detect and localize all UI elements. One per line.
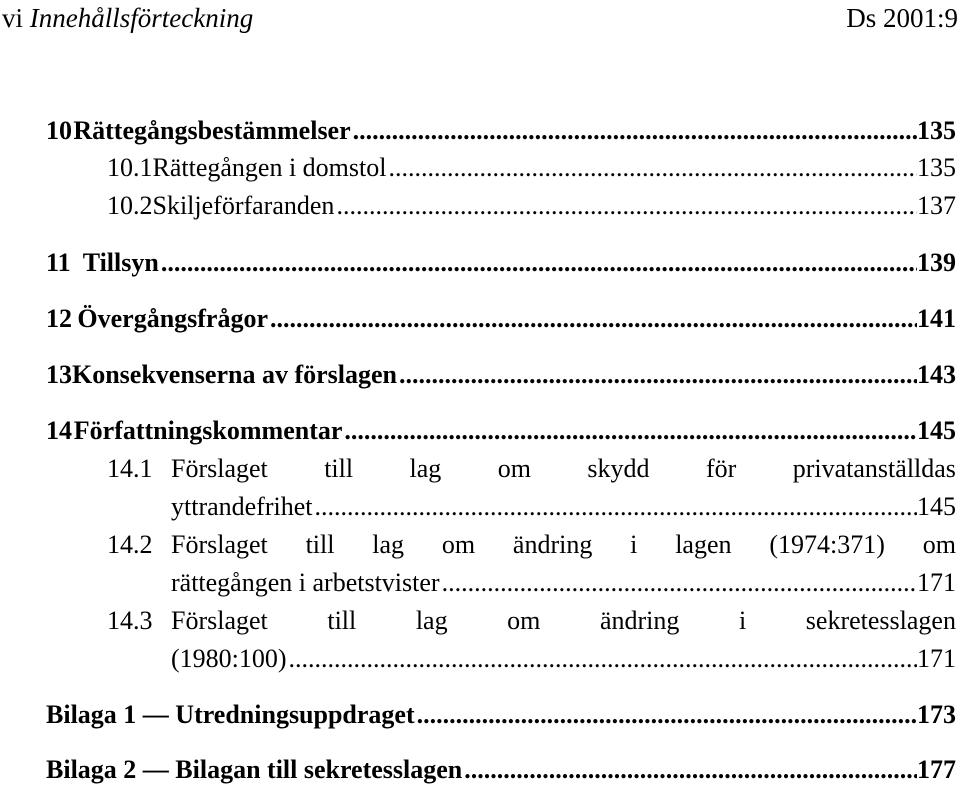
title-word: om bbox=[497, 454, 531, 483]
leader-dots bbox=[334, 188, 917, 224]
page-number-roman: vi bbox=[2, 3, 24, 33]
section-title-line bbox=[171, 527, 956, 563]
title-word: om bbox=[922, 530, 956, 559]
leader-dots bbox=[415, 697, 917, 733]
document-reference: Ds 2001:9 bbox=[846, 3, 958, 33]
leader-dots bbox=[386, 150, 917, 186]
toc-section-14-2[interactable] bbox=[107, 527, 956, 563]
title-word: lag bbox=[372, 530, 405, 559]
toc-chapter-14[interactable] bbox=[46, 413, 956, 449]
leader-dots bbox=[268, 301, 917, 337]
page-ref: 137 bbox=[917, 191, 956, 220]
leader-dots bbox=[313, 489, 918, 525]
leader-dots bbox=[287, 641, 917, 677]
title-word: Förslaget bbox=[171, 606, 268, 635]
header-title: Innehållsförteckning bbox=[29, 3, 254, 33]
title-word: lag bbox=[409, 454, 442, 483]
toc-chapter-11[interactable] bbox=[46, 245, 956, 281]
page-ref: 171 bbox=[917, 568, 956, 597]
chapter-title: Övergångsfrågor bbox=[77, 304, 269, 333]
title-word: Förslaget bbox=[171, 454, 268, 483]
title-word: ändring bbox=[512, 530, 593, 559]
chapter-number: 10 bbox=[46, 116, 72, 145]
title-word: (1974:371) bbox=[769, 530, 885, 559]
leader-dots bbox=[342, 413, 917, 449]
chapter-number: 12 bbox=[46, 304, 72, 333]
title-word: lagen bbox=[675, 530, 732, 559]
chapter-number: 13 bbox=[46, 360, 72, 389]
toc-section-14-3[interactable] bbox=[107, 603, 956, 639]
page-header bbox=[0, 0, 960, 40]
page-ref: 173 bbox=[917, 700, 956, 729]
toc-chapter-13[interactable] bbox=[46, 357, 956, 393]
page-ref: 143 bbox=[917, 360, 956, 389]
section-number: 10.1 bbox=[107, 153, 153, 182]
page-ref: 145 bbox=[917, 492, 956, 521]
leader-dots bbox=[351, 113, 917, 149]
section-number: 10.2 bbox=[107, 191, 153, 220]
toc-section-14-3-cont[interactable] bbox=[171, 641, 956, 677]
section-title-line bbox=[171, 603, 956, 639]
page-ref: 141 bbox=[917, 304, 956, 333]
section-title-cont: yttrandefrihet bbox=[171, 492, 313, 521]
section-number: 14.3 bbox=[107, 606, 153, 635]
page-ref: 145 bbox=[917, 416, 956, 445]
appendix-title: Bilaga 1 — Utredningsuppdraget bbox=[46, 700, 415, 729]
toc-section-14-2-cont[interactable] bbox=[171, 565, 956, 601]
title-word: till bbox=[305, 530, 335, 559]
header-left bbox=[2, 0, 253, 36]
title-word: om bbox=[507, 606, 541, 635]
chapter-title: Rättegångsbestämmelser bbox=[73, 116, 351, 145]
toc-bilaga-1[interactable] bbox=[46, 697, 956, 733]
toc-section-10-1[interactable] bbox=[107, 150, 956, 186]
toc-chapter-12[interactable] bbox=[46, 301, 956, 337]
section-title-line bbox=[171, 451, 956, 487]
toc-bilaga-2[interactable] bbox=[46, 752, 956, 788]
title-word: ändring bbox=[599, 606, 680, 635]
appendix-title: Bilaga 2 — Bilagan till sekretesslagen bbox=[46, 755, 463, 784]
section-number: 14.1 bbox=[107, 454, 153, 483]
chapter-title: Konsekvenserna av förslagen bbox=[72, 360, 397, 389]
page-ref: 135 bbox=[917, 116, 956, 145]
title-word: skydd bbox=[587, 454, 650, 483]
chapter-title: Tillsyn bbox=[82, 248, 159, 277]
title-word: om bbox=[441, 530, 476, 559]
section-number: 14.2 bbox=[107, 530, 153, 559]
toc-section-10-2[interactable] bbox=[107, 188, 956, 224]
page-ref: 139 bbox=[917, 248, 956, 277]
chapter-number: 11 bbox=[46, 248, 71, 277]
title-word: sekretesslagen bbox=[805, 606, 956, 635]
title-word: lag bbox=[415, 606, 448, 635]
toc-chapter-10[interactable] bbox=[46, 113, 956, 149]
page-ref: 135 bbox=[917, 153, 956, 182]
title-word: i bbox=[630, 530, 638, 559]
title-word: Förslaget bbox=[171, 530, 268, 559]
leader-dots bbox=[159, 245, 917, 281]
toc-section-14-1[interactable] bbox=[107, 451, 956, 487]
leader-dots bbox=[397, 357, 917, 393]
chapter-title: Författningskommentar bbox=[73, 416, 343, 445]
section-title-cont: rättegången i arbetstvister bbox=[171, 568, 440, 597]
section-title: Rättegången i domstol bbox=[152, 153, 387, 182]
title-word: till bbox=[324, 454, 354, 483]
page-ref: 171 bbox=[917, 644, 956, 673]
title-word: till bbox=[327, 606, 357, 635]
page-ref: 177 bbox=[917, 755, 956, 784]
section-title: Skiljeförfaranden bbox=[152, 191, 335, 220]
title-word: privatanställdas bbox=[792, 454, 956, 483]
title-word: i bbox=[738, 606, 747, 635]
toc-section-14-1-cont[interactable] bbox=[171, 489, 956, 525]
leader-dots bbox=[462, 752, 917, 788]
leader-dots bbox=[440, 565, 917, 601]
title-word: för bbox=[705, 454, 737, 483]
section-title-cont: (1980:100) bbox=[171, 644, 287, 673]
chapter-number: 14 bbox=[46, 416, 72, 445]
